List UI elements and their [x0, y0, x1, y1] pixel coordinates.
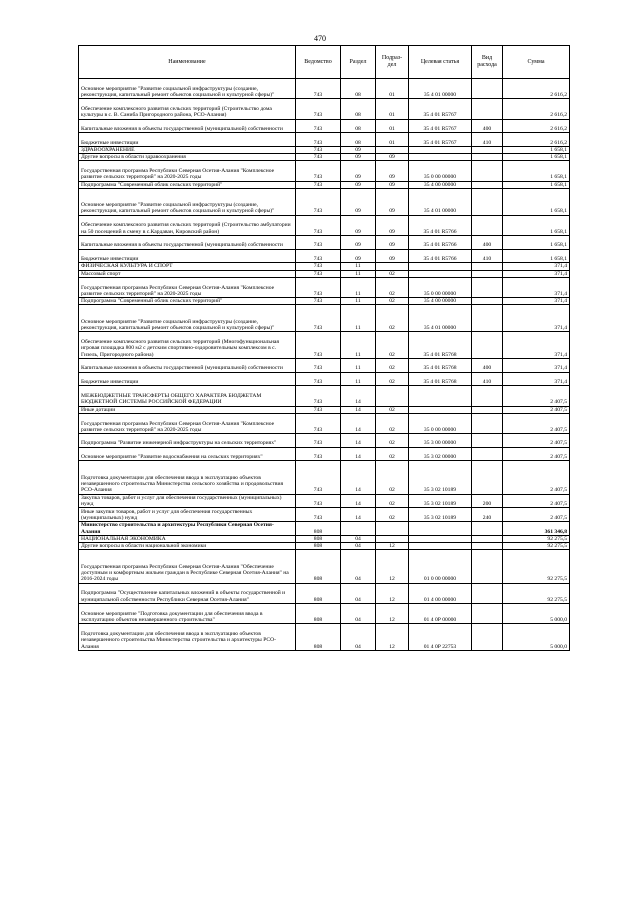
cell-section: 14 — [341, 461, 376, 494]
cell-name: Подготовка документации для обеспечения ввода в эксплуатацию объектов незавершенного строительства Министерства строительства и архитектуры РСО-Алания — [79, 624, 296, 651]
cell-dept: 743 — [296, 181, 341, 188]
cell-dept: 743 — [296, 215, 341, 235]
table-row — [79, 583, 570, 603]
cell-subsection — [376, 535, 409, 542]
cell-name: Обеспечение комплексного развития сельских территорий (Строительство амбулатории на 50 посещений в смену в с.Кардаван, Кировский район) — [79, 215, 296, 235]
cell-section: 09 — [341, 235, 376, 249]
cell-name: Основное мероприятие "Развитие социальной инфраструктуры (создание, реконструкция, капитальный ремонт объектов социальной и культурной сферы)" — [79, 188, 296, 215]
cell-dept: 743 — [296, 146, 341, 153]
table-row — [79, 305, 570, 332]
cell-sum: 1 658,1 — [503, 181, 570, 188]
cell-dept: 743 — [296, 277, 341, 297]
header-name: Наименование — [79, 46, 296, 79]
cell-subsection — [376, 146, 409, 153]
cell-name: Иные закупки товаров, работ и услуг для обеспечения государственных (муниципальных) нужд — [79, 508, 296, 522]
cell-expense-type: 400 — [472, 235, 503, 249]
cell-sum: 92 275,5 — [503, 543, 570, 550]
cell-section: 04 — [341, 550, 376, 583]
cell-sum: 2 407,5 — [503, 434, 570, 448]
cell-sum: 2 616,2 — [503, 79, 570, 99]
table-row — [79, 277, 570, 297]
cell-sum: 2 407,5 — [503, 413, 570, 433]
cell-subsection: 02 — [376, 277, 409, 297]
table-row — [79, 461, 570, 494]
cell-target: 35 3 02 00000 — [409, 447, 472, 461]
cell-expense-type — [472, 413, 503, 433]
cell-dept: 743 — [296, 249, 341, 263]
cell-subsection: 12 — [376, 624, 409, 651]
cell-expense-type — [472, 543, 503, 550]
cell-name: Капитальные вложения в объекты государственной (муниципальной) собственности — [79, 119, 296, 133]
cell-target: 35 4 01 R5766 — [409, 215, 472, 235]
cell-name: Подпрограмма "Осуществление капитальных вложений в объекты государственной и муниципальной собственности Республики Северная Осетия-Алания" — [79, 583, 296, 603]
cell-expense-type — [472, 215, 503, 235]
cell-name: Подготовка документации для обеспечения ввода в эксплуатацию объектов незавершенного строительства Министерства сельского хозяйства и продовольствия РСО-Алания — [79, 461, 296, 494]
table-row — [79, 406, 570, 413]
cell-dept: 743 — [296, 386, 341, 406]
table-row — [79, 522, 570, 536]
cell-subsection: 09 — [376, 154, 409, 161]
cell-target: 35 4 01 R5767 — [409, 99, 472, 119]
cell-name: Подпрограмма "Современный облик сельских территорий" — [79, 298, 296, 305]
cell-name: Основное мероприятие "Развитие социальной инфраструктуры (создание, реконструкция, капитальный ремонт объектов социальной и культурной сферы)" — [79, 79, 296, 99]
cell-section: 09 — [341, 161, 376, 181]
cell-dept: 743 — [296, 413, 341, 433]
table-row — [79, 154, 570, 161]
cell-expense-type — [472, 461, 503, 494]
cell-section: 14 — [341, 494, 376, 508]
table-row — [79, 215, 570, 235]
cell-section: 09 — [341, 215, 376, 235]
cell-sum: 1 658,1 — [503, 249, 570, 263]
cell-sum: 371,4 — [503, 298, 570, 305]
cell-expense-type — [472, 406, 503, 413]
cell-subsection: 02 — [376, 406, 409, 413]
table-header — [79, 46, 570, 79]
cell-sum: 371,4 — [503, 263, 570, 270]
cell-subsection: 02 — [376, 447, 409, 461]
cell-name: Министерство строительства и архитектуры Республики Северная Осетия-Алания — [79, 522, 296, 536]
cell-sum: 2 407,5 — [503, 447, 570, 461]
cell-dept: 743 — [296, 188, 341, 215]
cell-name: Закупка товаров, работ и услуг для обеспечения государственных (муниципальных) нужд — [79, 494, 296, 508]
cell-sum: 1 658,1 — [503, 215, 570, 235]
cell-expense-type — [472, 447, 503, 461]
cell-expense-type: 400 — [472, 358, 503, 372]
table-row — [79, 79, 570, 99]
budget-table — [78, 45, 570, 651]
table-row — [79, 508, 570, 522]
cell-target — [409, 535, 472, 542]
table-row — [79, 235, 570, 249]
table-row — [79, 413, 570, 433]
cell-sum: 2 616,2 — [503, 99, 570, 119]
cell-section: 11 — [341, 358, 376, 372]
cell-section: 09 — [341, 154, 376, 161]
table-row — [79, 494, 570, 508]
cell-subsection: 02 — [376, 413, 409, 433]
cell-target: 35 3 02 10189 — [409, 494, 472, 508]
cell-dept: 808 — [296, 550, 341, 583]
cell-name: Основное мероприятие "Развитие социальной инфраструктуры (создание, реконструкция, капитальный ремонт объектов социальной и культурной сферы)" — [79, 305, 296, 332]
cell-sum: 5 000,0 — [503, 624, 570, 651]
cell-subsection: 01 — [376, 133, 409, 147]
cell-dept: 808 — [296, 583, 341, 603]
cell-name: Капитальные вложения в объекты государственной (муниципальной) собственности — [79, 358, 296, 372]
cell-section: 09 — [341, 181, 376, 188]
table-row — [79, 263, 570, 270]
cell-expense-type: 240 — [472, 508, 503, 522]
cell-name: Государственная программа Республики Северная Осетия-Алания "Обеспечение доступным и комфортным жильем граждан в Республике Северная Осетия-Алания" на 2016-2024 годы — [79, 550, 296, 583]
cell-dept: 743 — [296, 270, 341, 277]
table-row — [79, 181, 570, 188]
cell-name: Капитальные вложения в объекты государственной (муниципальной) собственности — [79, 235, 296, 249]
table-row — [79, 434, 570, 448]
cell-subsection — [376, 522, 409, 536]
cell-dept: 743 — [296, 508, 341, 522]
header-sum: Сумма — [503, 46, 570, 79]
cell-subsection — [376, 263, 409, 270]
header-dept: Ведомство — [296, 46, 341, 79]
cell-expense-type — [472, 332, 503, 359]
cell-name: Основное мероприятие "Подготовка документации для обеспечения ввода в эксплуатацию объектов незавершенного строительства" — [79, 603, 296, 623]
cell-subsection: 09 — [376, 249, 409, 263]
cell-target — [409, 522, 472, 536]
cell-target: 35 4 00 00000 — [409, 298, 472, 305]
cell-subsection — [376, 386, 409, 406]
cell-dept: 743 — [296, 461, 341, 494]
table-row — [79, 603, 570, 623]
cell-target: 35 4 01 R5767 — [409, 133, 472, 147]
cell-section: 11 — [341, 305, 376, 332]
cell-name: Другие вопросы в области здравоохранения — [79, 154, 296, 161]
cell-subsection: 02 — [376, 358, 409, 372]
cell-target: 35 4 01 R5767 — [409, 119, 472, 133]
cell-section: 11 — [341, 332, 376, 359]
cell-sum: 371,4 — [503, 358, 570, 372]
cell-target: 01 4 0Р 22753 — [409, 624, 472, 651]
cell-expense-type: 410 — [472, 249, 503, 263]
cell-expense-type — [472, 624, 503, 651]
table-row — [79, 249, 570, 263]
cell-section: 14 — [341, 413, 376, 433]
table-row — [79, 188, 570, 215]
cell-expense-type — [472, 161, 503, 181]
header-subsection: Подраз- дел — [376, 46, 409, 79]
cell-name: Обеспечение комплексного развития сельских территорий (Многофункциональная игровая площадка 800 м2 с детским спортивно-оздоровительным комплексом в с. Гизель, Пригородного района) — [79, 332, 296, 359]
cell-subsection: 02 — [376, 332, 409, 359]
table-row — [79, 386, 570, 406]
cell-target — [409, 154, 472, 161]
cell-target: 35 3 02 10189 — [409, 508, 472, 522]
cell-name: ЗДРАВООХРАНЕНИЕ — [79, 146, 296, 153]
cell-target: 35 4 01 00000 — [409, 79, 472, 99]
table-row — [79, 99, 570, 119]
cell-subsection: 12 — [376, 603, 409, 623]
cell-subsection: 01 — [376, 119, 409, 133]
cell-expense-type — [472, 522, 503, 536]
cell-name: Государственная программа Республики Северная Осетия-Алания "Комплексное развитие сельских территорий" на 2020-2025 годы — [79, 413, 296, 433]
cell-sum: 1 658,1 — [503, 235, 570, 249]
cell-subsection: 12 — [376, 543, 409, 550]
cell-subsection: 12 — [376, 583, 409, 603]
cell-target — [409, 146, 472, 153]
cell-expense-type: 200 — [472, 494, 503, 508]
cell-name: Иные дотации — [79, 406, 296, 413]
cell-section: 09 — [341, 146, 376, 153]
table-row — [79, 543, 570, 550]
cell-expense-type — [472, 99, 503, 119]
cell-name: Государственная программа Республики Северная Осетия-Алания "Комплексное развитие сельских территорий" на 2020-2025 годы — [79, 161, 296, 181]
cell-expense-type — [472, 550, 503, 583]
cell-subsection: 12 — [376, 550, 409, 583]
page-number: 470 — [314, 34, 326, 43]
cell-expense-type — [472, 434, 503, 448]
cell-expense-type — [472, 270, 503, 277]
cell-dept: 808 — [296, 543, 341, 550]
cell-subsection: 09 — [376, 181, 409, 188]
cell-target — [409, 263, 472, 270]
cell-section: 08 — [341, 79, 376, 99]
cell-section: 04 — [341, 543, 376, 550]
table-row — [79, 447, 570, 461]
cell-target: 01 4 0Р 00000 — [409, 603, 472, 623]
cell-dept: 743 — [296, 358, 341, 372]
cell-expense-type — [472, 583, 503, 603]
cell-dept: 743 — [296, 494, 341, 508]
cell-section: 11 — [341, 263, 376, 270]
table-row — [79, 270, 570, 277]
cell-name: НАЦИОНАЛЬНАЯ ЭКОНОМИКА — [79, 535, 296, 542]
table-row — [79, 146, 570, 153]
cell-subsection: 02 — [376, 270, 409, 277]
cell-expense-type — [472, 263, 503, 270]
cell-sum: 1 658,1 — [503, 146, 570, 153]
cell-target: 35 4 01 R5768 — [409, 372, 472, 386]
cell-subsection: 02 — [376, 494, 409, 508]
cell-target: 35 4 01 R5766 — [409, 235, 472, 249]
cell-target: 35 4 01 00000 — [409, 305, 472, 332]
cell-expense-type — [472, 603, 503, 623]
cell-sum: 2 407,5 — [503, 508, 570, 522]
header-section: Раздел — [341, 46, 376, 79]
cell-name: Бюджетные инвестиции — [79, 249, 296, 263]
cell-target: 35 0 00 00000 — [409, 277, 472, 297]
cell-sum: 2 407,5 — [503, 494, 570, 508]
cell-sum: 2 407,5 — [503, 386, 570, 406]
cell-sum: 1 658,1 — [503, 154, 570, 161]
table-row — [79, 119, 570, 133]
cell-name: Массовый спорт — [79, 270, 296, 277]
table-body — [79, 79, 570, 651]
cell-section: 08 — [341, 133, 376, 147]
cell-section: 11 — [341, 372, 376, 386]
cell-sum: 2 407,5 — [503, 461, 570, 494]
cell-name: Обеспечение комплексного развития сельских территорий (Строительство дома культуры в с. В. Саниба Пригородного района, РСО-Алания) — [79, 99, 296, 119]
cell-sum: 371,4 — [503, 277, 570, 297]
cell-section: 11 — [341, 270, 376, 277]
cell-section: 14 — [341, 406, 376, 413]
cell-sum: 5 000,0 — [503, 603, 570, 623]
cell-dept: 743 — [296, 161, 341, 181]
cell-dept: 808 — [296, 522, 341, 536]
cell-dept: 743 — [296, 305, 341, 332]
cell-subsection: 01 — [376, 99, 409, 119]
cell-target — [409, 543, 472, 550]
cell-name: МЕЖБЮДЖЕТНЫЕ ТРАНСФЕРТЫ ОБЩЕГО ХАРАКТЕРА БЮДЖЕТАМ БЮДЖЕТНОЙ СИСТЕМЫ РОССИЙСКОЙ ФЕДЕРАЦИИ — [79, 386, 296, 406]
cell-sum: 2 616,2 — [503, 119, 570, 133]
table-row — [79, 372, 570, 386]
cell-section: 09 — [341, 188, 376, 215]
cell-target: 01 0 00 00000 — [409, 550, 472, 583]
header-target: Целевая статья — [409, 46, 472, 79]
cell-dept: 743 — [296, 235, 341, 249]
cell-name: Бюджетные инвестиции — [79, 133, 296, 147]
cell-name: Бюджетные инвестиции — [79, 372, 296, 386]
cell-name: Подпрограмма "Современный облик сельских территорий" — [79, 181, 296, 188]
cell-expense-type: 400 — [472, 119, 503, 133]
cell-dept: 743 — [296, 263, 341, 270]
cell-target: 35 3 00 00000 — [409, 434, 472, 448]
cell-expense-type — [472, 181, 503, 188]
cell-sum: 92 275,5 — [503, 583, 570, 603]
cell-name: Основное мероприятие "Развитие водоснабжения на сельских территориях" — [79, 447, 296, 461]
cell-name: ФИЗИЧЕСКАЯ КУЛЬТУРА И СПОРТ — [79, 263, 296, 270]
cell-subsection: 01 — [376, 79, 409, 99]
cell-sum: 371,4 — [503, 332, 570, 359]
cell-sum: 371,4 — [503, 305, 570, 332]
cell-expense-type — [472, 154, 503, 161]
cell-target — [409, 270, 472, 277]
cell-section: 04 — [341, 624, 376, 651]
cell-section: 14 — [341, 434, 376, 448]
cell-sum: 92 275,5 — [503, 535, 570, 542]
cell-expense-type: 410 — [472, 372, 503, 386]
cell-section: 09 — [341, 249, 376, 263]
cell-dept: 743 — [296, 298, 341, 305]
cell-section: 11 — [341, 298, 376, 305]
cell-section: 11 — [341, 277, 376, 297]
cell-name: Государственная программа Республики Северная Осетия-Алания "Комплексное развитие сельских территорий" на 2020-2025 годы — [79, 277, 296, 297]
cell-target: 01 4 00 00000 — [409, 583, 472, 603]
cell-expense-type — [472, 535, 503, 542]
cell-dept: 808 — [296, 535, 341, 542]
table-row — [79, 535, 570, 542]
cell-expense-type: 410 — [472, 133, 503, 147]
cell-section: 04 — [341, 583, 376, 603]
table-row — [79, 550, 570, 583]
cell-expense-type — [472, 146, 503, 153]
cell-sum: 2 616,2 — [503, 133, 570, 147]
cell-section: 14 — [341, 508, 376, 522]
cell-dept: 743 — [296, 447, 341, 461]
cell-target: 35 4 01 R5768 — [409, 332, 472, 359]
cell-expense-type — [472, 277, 503, 297]
cell-target: 35 4 01 R5766 — [409, 249, 472, 263]
cell-expense-type — [472, 305, 503, 332]
cell-expense-type — [472, 386, 503, 406]
cell-sum: 1 658,1 — [503, 188, 570, 215]
cell-dept: 808 — [296, 624, 341, 651]
cell-target: 35 4 01 00000 — [409, 188, 472, 215]
table-row — [79, 358, 570, 372]
cell-target: 35 4 01 R5768 — [409, 358, 472, 372]
cell-dept: 743 — [296, 406, 341, 413]
cell-subsection: 02 — [376, 305, 409, 332]
cell-dept: 743 — [296, 99, 341, 119]
cell-dept: 743 — [296, 154, 341, 161]
cell-name: Другие вопросы в области национальной экономики — [79, 543, 296, 550]
cell-target — [409, 406, 472, 413]
cell-section — [341, 522, 376, 536]
cell-sum: 371,4 — [503, 372, 570, 386]
cell-dept: 743 — [296, 332, 341, 359]
table-row — [79, 332, 570, 359]
cell-target: 35 4 00 00000 — [409, 181, 472, 188]
cell-expense-type — [472, 298, 503, 305]
cell-subsection: 02 — [376, 434, 409, 448]
cell-target: 35 0 00 00000 — [409, 161, 472, 181]
cell-dept: 743 — [296, 372, 341, 386]
cell-dept: 743 — [296, 79, 341, 99]
table-row — [79, 133, 570, 147]
cell-target — [409, 386, 472, 406]
cell-dept: 743 — [296, 133, 341, 147]
table-row — [79, 298, 570, 305]
cell-subsection: 02 — [376, 372, 409, 386]
cell-target: 35 3 02 10189 — [409, 461, 472, 494]
cell-section: 04 — [341, 603, 376, 623]
cell-section: 04 — [341, 535, 376, 542]
cell-subsection: 09 — [376, 215, 409, 235]
cell-section: 08 — [341, 99, 376, 119]
cell-section: 08 — [341, 119, 376, 133]
cell-section: 14 — [341, 447, 376, 461]
cell-dept: 743 — [296, 119, 341, 133]
header-expense-type: Вид расхода — [472, 46, 503, 79]
cell-sum: 371,4 — [503, 270, 570, 277]
cell-section: 14 — [341, 386, 376, 406]
cell-sum: 92 275,5 — [503, 550, 570, 583]
cell-dept: 808 — [296, 603, 341, 623]
cell-sum: 361 346,8 — [503, 522, 570, 536]
cell-subsection: 09 — [376, 161, 409, 181]
cell-subsection: 09 — [376, 235, 409, 249]
cell-subsection: 09 — [376, 188, 409, 215]
cell-sum: 2 407,5 — [503, 406, 570, 413]
table-row — [79, 624, 570, 651]
table-row — [79, 161, 570, 181]
cell-dept: 743 — [296, 434, 341, 448]
cell-target: 35 0 00 00000 — [409, 413, 472, 433]
cell-sum: 1 658,1 — [503, 161, 570, 181]
cell-subsection: 02 — [376, 508, 409, 522]
cell-subsection: 02 — [376, 461, 409, 494]
cell-name: Подпрограмма "Развитие инженерной инфраструктуры на сельских территориях" — [79, 434, 296, 448]
cell-expense-type — [472, 188, 503, 215]
cell-expense-type — [472, 79, 503, 99]
cell-subsection: 02 — [376, 298, 409, 305]
